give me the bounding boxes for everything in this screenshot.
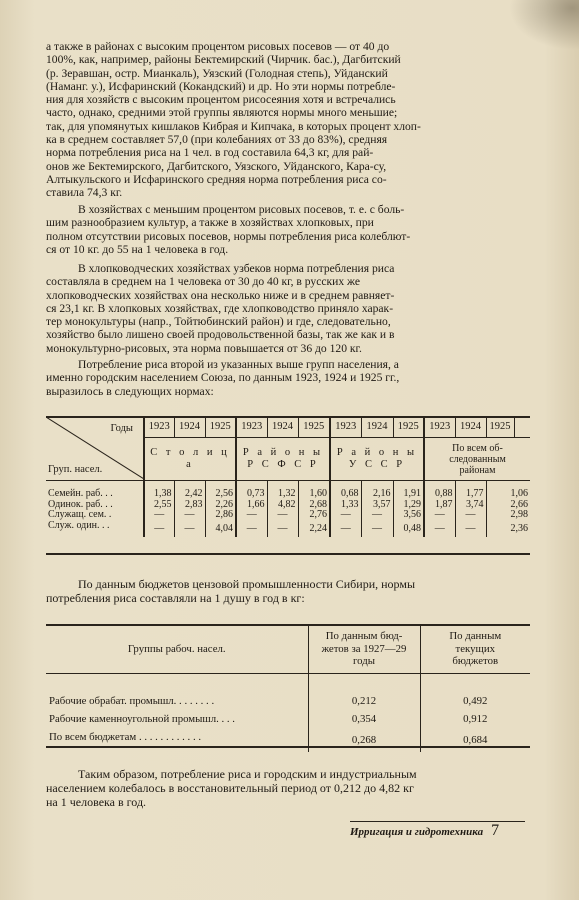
table-cell: 1,77: [455, 481, 486, 500]
row-label: Рабочие каменноугольной промышл. . . .: [49, 712, 235, 725]
column-header: По данным текущих бюджетов: [420, 625, 530, 674]
year-header: 1924: [361, 417, 393, 438]
table-cell: 4,82: [267, 500, 298, 511]
table-cell: 0,88: [424, 481, 455, 500]
table-cell: 2,66: [486, 500, 530, 511]
text-line: монокультурно-рисовых, эта норма повышается от 36 до 120 кг.: [46, 341, 362, 355]
group-header-rsfsr: Р а й о н ы Р С Ф С Р: [236, 438, 330, 481]
group-header-capital: С т о л и ц а: [144, 438, 236, 481]
table-cell: 1,91: [393, 481, 424, 500]
corner-bottom-label: Груп. насел.: [48, 464, 103, 475]
table-cell: 0,73: [236, 481, 267, 500]
text-line: онов же Бектемирского, Дагбитского, Уязского, Уйданского, Кара-су,: [46, 159, 387, 173]
text-line: потребления риса составляли на 1 душу в год в кг:: [46, 591, 305, 605]
year-header: 1925: [393, 417, 424, 438]
table-row: [46, 521, 530, 538]
table-cell: 1,87: [424, 500, 455, 511]
table-cell: —: [330, 510, 361, 521]
text-line: именно городским населением Союза, по данным 1923, 1924 и 1925 гг.,: [46, 371, 400, 385]
text-line: ся от 10 кг. до 55 на 1 человека в год.: [46, 242, 229, 256]
table-cell: 3,56: [393, 510, 424, 521]
corner-top-label: Годы: [110, 423, 133, 434]
text-line: норма потребления риса на 1 чел. в год составила 64,3 кг, для рай-: [46, 146, 374, 160]
table-cell: 1,29: [393, 500, 424, 511]
table-row: [46, 510, 530, 521]
table-cell: —: [424, 510, 455, 521]
table-cell: 0,212: [308, 692, 420, 710]
text-line: В хлопководческих хозяйствах узбеков норма потребления риса: [78, 262, 395, 275]
paragraph-2: [46, 203, 530, 256]
text-line: а также в районах с высоким процентом рисовых посевов — от 40 до: [46, 40, 390, 53]
table-cell: 1,38: [144, 481, 174, 500]
table-cell: 1,66: [236, 500, 267, 511]
text-line: (р. Зеравшан, остр. Мианкаль), Уязский (Голодная степь), Уйданский: [46, 66, 388, 80]
text-line: населением колебалось в восстановительный период от 0,212 до 4,82 кг: [46, 781, 414, 795]
table-cell: 2,68: [298, 500, 330, 511]
table-cell: —: [455, 510, 486, 521]
table-row: [46, 710, 530, 728]
table-cell: 2,24: [298, 521, 330, 538]
text-line: выразилось в следующих нормах:: [46, 384, 214, 398]
text-line: 100%, как, например, районы Бектемирский (Чирчик. бас.), Дагбитский: [46, 53, 401, 67]
row-label: По всем бюджетам . . . . . . . . . . . .: [49, 730, 202, 743]
table-cell: 1,06: [486, 481, 530, 500]
table-cell: 0,48: [393, 521, 424, 538]
table-cell: 0,912: [420, 710, 530, 728]
text-line: часто, однако, средними этой группы являются нормы много меньшие;: [46, 106, 398, 120]
table-cell: 2,86: [205, 510, 236, 521]
table-cell: —: [174, 510, 205, 521]
table2-header-row: [46, 625, 530, 674]
table1-year-row: [46, 417, 530, 438]
table-cell: 3,57: [361, 500, 393, 511]
text-line: ка в среднем составляет 57,0 (при колебаниях от 33 до 83%), средняя: [46, 133, 388, 147]
text-line: Потребление риса второй из указанных выше групп населения, а: [78, 358, 399, 371]
table-cell: 0,354: [308, 710, 420, 728]
table-cell: —: [144, 521, 174, 538]
text-line: (Наманг. у.), Исфаринский (Кокандский) и др. Но эти нормы потребле-: [46, 79, 396, 93]
row-label: Служ. один. . .: [48, 519, 110, 531]
table-row: [46, 728, 530, 752]
text-line: шим разнообразием культур, а также в хозяйствах хлопковых, при: [46, 216, 374, 230]
group-header-ussr-ukraine: Р а й о н ы У С С Р: [330, 438, 424, 481]
text-line: В хозяйствах с меньшим процентом рисовых посевов, т. е. с боль-: [78, 203, 405, 216]
text-line: хозяйство было лишено своей продовольственной базы, так же как и в: [46, 328, 395, 342]
group-header-all-regions: По всем об- следованным районам: [424, 438, 530, 481]
city-rice-consumption-table: [46, 417, 530, 537]
year-header: 1924: [267, 417, 298, 438]
table-row: [46, 692, 530, 710]
table-cell: —: [424, 521, 455, 538]
table-cell: 2,83: [174, 500, 205, 511]
table-cell: —: [330, 521, 361, 538]
year-header: 1925: [486, 417, 514, 438]
table-cell: 0,684: [420, 728, 530, 752]
paragraph-1: [46, 40, 530, 200]
text-line: полном отсутствии рисовых посевов, нормы потребления риса колеблют-: [46, 229, 411, 243]
text-line: ставила 74,3 кг.: [46, 186, 123, 200]
row-label: Рабочие обрабат. промышл. . . . . . . .: [49, 694, 215, 707]
year-header: 1923: [424, 417, 455, 438]
year-header: 1923: [330, 417, 361, 438]
page-footer: [350, 822, 530, 840]
paragraph-3: [46, 262, 530, 355]
table-cell: 1,33: [330, 500, 361, 511]
text-line: ся 23,1 кг. В хлопковых хозяйствах, где хлопководство приняло харак-: [46, 301, 394, 315]
text-line: ния для хозяйств с высоким процентом рисосеяния хотя и встречались: [46, 93, 396, 107]
table-cell: 2,16: [361, 481, 393, 500]
table-cell: —: [144, 510, 174, 521]
table-cell: 2,26: [205, 500, 236, 511]
table-cell: —: [361, 510, 393, 521]
text-line: Таким образом, потребление риса и городским и индустриальным: [78, 767, 417, 781]
year-header: 1924: [174, 417, 205, 438]
paragraph-4: [46, 358, 530, 398]
table-row: [46, 500, 530, 511]
conclusion-paragraph: [46, 767, 530, 809]
table2-intro: [46, 577, 530, 605]
table-cell: 0,492: [420, 692, 530, 710]
table-cell: 2,42: [174, 481, 205, 500]
table-cell: —: [236, 521, 267, 538]
siberia-budget-table: [46, 625, 530, 752]
text-line: на 1 человека в год.: [46, 795, 147, 809]
year-header: 1924: [455, 417, 486, 438]
text-line: составляла в среднем на 1 человека от 30 до 40 кг, в русских же: [46, 275, 361, 289]
column-header: Группы рабоч. насел.: [46, 625, 308, 674]
running-title: Ирригация и гидротехника: [350, 826, 484, 838]
table-cell: 2,56: [205, 481, 236, 500]
table-cell: 2,55: [144, 500, 174, 511]
text-line: так, для упомянутых кишлаков Кибрая и Кипчака, в которых процент хлоп-: [46, 119, 421, 133]
year-header: 1923: [144, 417, 174, 438]
text-line: По данным бюджетов цензовой промышленности Сибири, нормы: [78, 577, 416, 591]
table-row: [46, 481, 530, 500]
table-cell: 2,76: [298, 510, 330, 521]
table-cell: —: [236, 510, 267, 521]
table-cell: 0,268: [308, 728, 420, 752]
table-cell: 1,32: [267, 481, 298, 500]
row-label: Одинок. раб. . .: [48, 498, 113, 510]
table-cell: —: [361, 521, 393, 538]
table-cell: —: [455, 521, 486, 538]
table-cell: 2,36: [486, 521, 530, 538]
year-header: 1925: [298, 417, 330, 438]
text-line: тер монокультуры (напр., Тойтюбинский район) и где, следовательно,: [46, 315, 391, 329]
text-line: хлопководческих хозяйствах она несколько ниже и в среднем равняет-: [46, 288, 395, 302]
table1-corner-cell: [46, 417, 144, 481]
text-line: Алтыкульского и Исфаринского средняя норма потребления риса со-: [46, 172, 387, 186]
table-cell: —: [267, 521, 298, 538]
table-cell: 0,68: [330, 481, 361, 500]
table-cell: 1,60: [298, 481, 330, 500]
table-cell: —: [174, 521, 205, 538]
row-label: Служащ. сем. .: [48, 509, 112, 520]
table-cell: —: [267, 510, 298, 521]
table2-bottom-rule: [46, 746, 530, 748]
year-header: 1925: [205, 417, 236, 438]
table-cell: 2,98: [486, 510, 530, 521]
year-header: 1923: [236, 417, 267, 438]
row-label: Семейн. раб. . .: [48, 488, 113, 499]
table1-bottom-rule: [46, 553, 530, 555]
table-cell: 4,04: [205, 521, 236, 538]
page-number: 7: [491, 822, 500, 839]
column-header: По данным бюд- жетов за 1927—29 годы: [308, 625, 420, 674]
table-cell: 3,74: [455, 500, 486, 511]
